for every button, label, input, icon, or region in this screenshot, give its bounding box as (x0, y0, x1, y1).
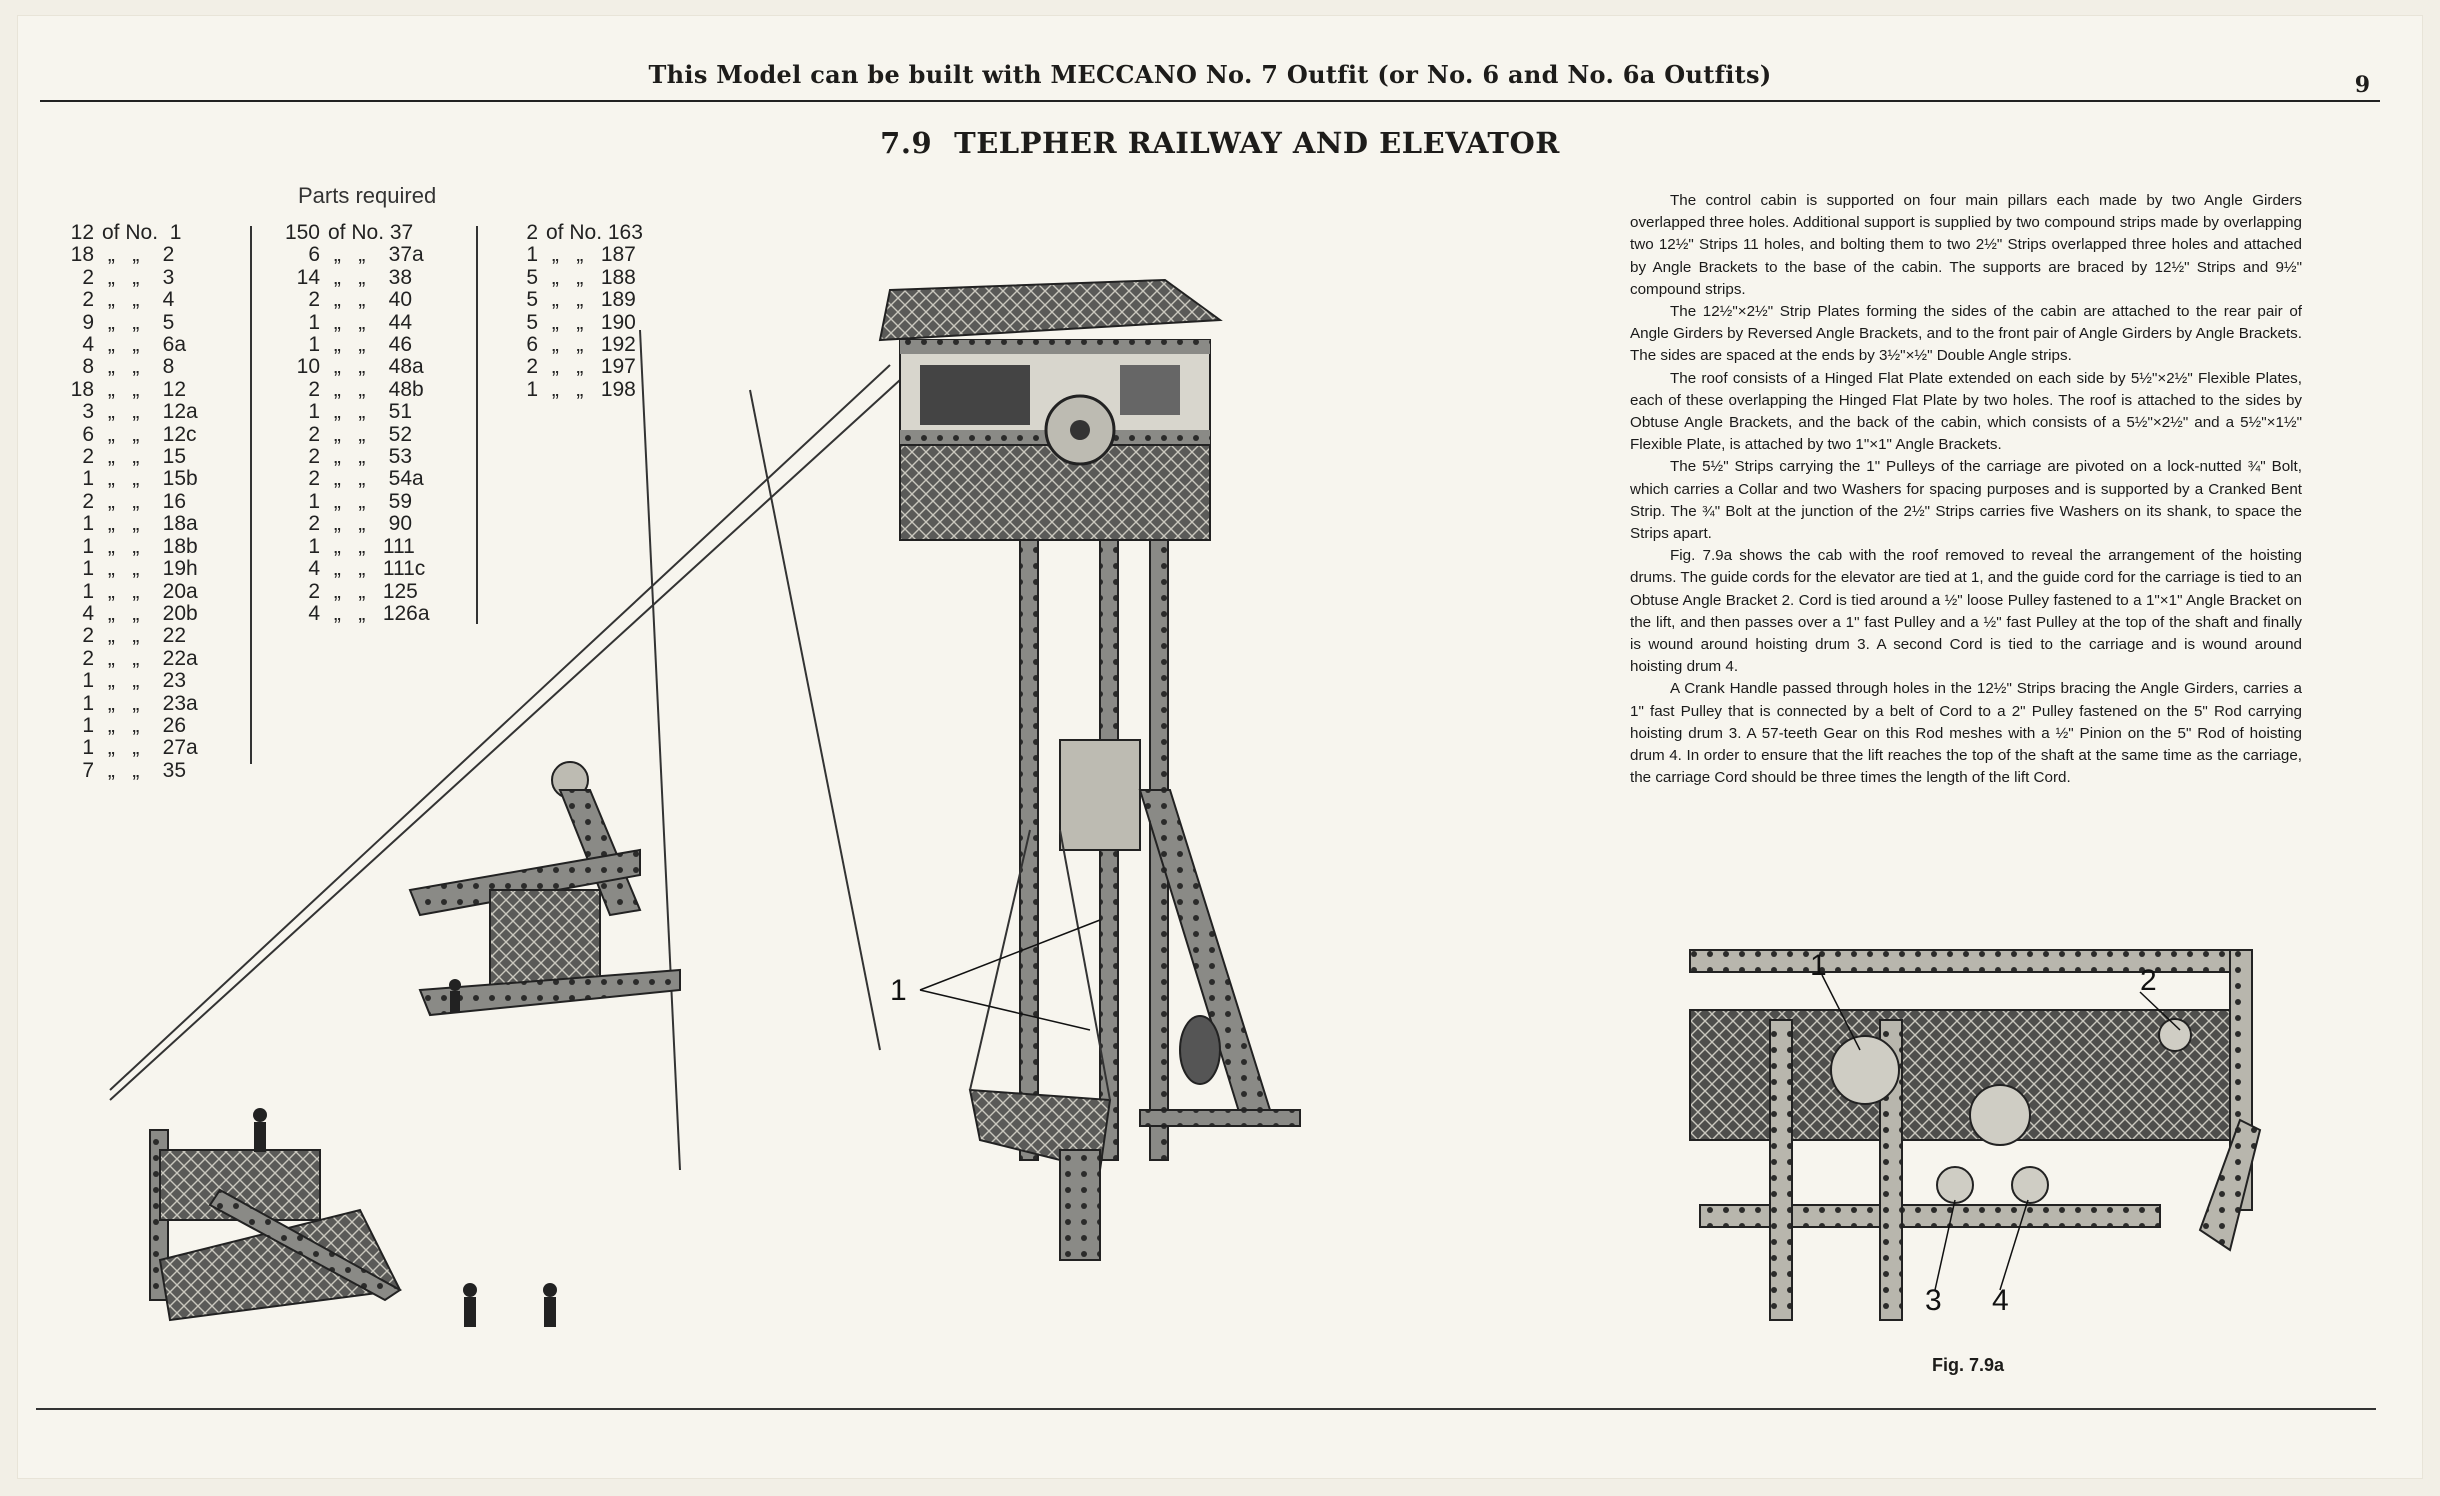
part-number: „ „ 197 (546, 355, 636, 379)
part-number: „ „ 23 (102, 669, 187, 693)
model-number: 7.9 (880, 126, 933, 160)
callout-label: 2 (2140, 964, 2157, 997)
part-quantity: 1 (82, 534, 94, 558)
page-header (40, 60, 2380, 102)
bottom-rule (36, 1408, 2376, 1410)
part-number: „ „ 111 (328, 534, 415, 558)
part-number: „ „ 2 (102, 243, 175, 267)
part-quantity: 2 (82, 265, 94, 289)
part-quantity: 5 (526, 288, 538, 312)
part-number: „ „ 15 (102, 445, 187, 469)
callout-label: 1 (890, 974, 907, 1007)
part-number: „ „ 19h (102, 557, 198, 581)
part-quantity: 1 (526, 243, 538, 267)
instruction-paragraph: The 12½"×2½" Strip Plates forming the sides of the cabin are attached to the rear pair of Angle Girders by Reversed Angle Brackets, and to the front pair of Angle Girders by Angle Brackets. The sides are spaced at the ends by 3½"×½" Double Angle strips. (1630, 303, 2302, 365)
part-quantity: 4 (308, 601, 320, 625)
part-quantity: 2 (308, 288, 320, 312)
part-quantity: 18 (70, 377, 94, 401)
part-number: „ „ 189 (546, 288, 636, 312)
part-number: „ „ 46 (328, 333, 413, 357)
part-quantity: 18 (70, 243, 94, 267)
callout-1 (920, 920, 1100, 1030)
part-quantity: 2 (308, 377, 320, 401)
part-quantity: 9 (82, 310, 94, 334)
part-quantity: 150 (284, 221, 320, 244)
cabin-roof (880, 280, 1220, 340)
part-number: „ „ 51 (328, 400, 413, 424)
part-quantity: 1 (82, 579, 94, 603)
part-quantity: 2 (82, 445, 94, 469)
instruction-paragraph: Fig. 7.9a shows the cab with the roof removed to reveal the arrangement of the hoisting drums. The guide cords for the elevator are tied at 1, and the guide cord for the carriage is tied to an Obtuse Angle Bracket 2. Cord is tied around a ½" loose Pulley fastened to a 1"×1" Angle Bracket on the lift, and then passes over a 1" fast Pulley and a ½" fast Pulley at the top of the shaft and finally is wound around hoisting drum 3. A second Cord is tied to the carriage and is wound around hoisting drum 4. (1630, 547, 2302, 676)
parts-row (518, 244, 666, 266)
parts-row (50, 222, 222, 244)
part-number: „ „ 187 (546, 243, 636, 267)
part-number: „ „ 22 (102, 624, 187, 648)
part-quantity: 2 (82, 288, 94, 312)
cables (110, 330, 900, 1170)
part-number: „ „ 37a (328, 243, 424, 267)
cabin-interior-illustration (1670, 930, 2310, 1350)
instruction-paragraph: A Crank Handle passed through holes in the 12½" Strips bracing the Angle Girders, carries a 1" fast Pulley that is connected by a belt of Cord to a 2" Pulley fastened on the 5" Rod carrying hoisting drum 3. A 57-teeth Gear on this Rod meshes with a ½" Pinion on the 5" Rod of hoisting drum 4. In order to ensure that the lift reaches the top of the shaft at the same time as the carriage, the carriage Cord should be three times the length of the lift Cord. (1630, 680, 2302, 787)
telpher-carriage (410, 762, 680, 1015)
part-number: „ „ 111c (328, 557, 426, 581)
part-quantity: 6 (82, 422, 94, 446)
part-number: „ „ 48b (328, 377, 424, 401)
elevator-tower (1020, 540, 1300, 1160)
callout-label: 4 (1992, 1284, 2009, 1317)
part-number: „ „ 26 (102, 713, 187, 737)
instruction-paragraph: The roof consists of a Hinged Flat Plate extended on each side by 5½"×2½" Flexible Plates, each of these overlapping the Hinged Flat Plate by two holes. The roof is attached to the sides by Obtuse Angle Brackets, and the back of the cabin, which consists of a 5½"×2½" and a 5½"×1½" Flexible Plate, is attached by two 1"×1" Angle Brackets. (1630, 369, 2302, 454)
part-number: „ „ 20b (102, 601, 198, 625)
part-number: „ „ 15b (102, 467, 198, 491)
part-quantity: 1 (308, 489, 320, 513)
part-quantity: 1 (82, 713, 94, 737)
part-quantity: 1 (308, 310, 320, 334)
part-number: of No. 163 (546, 221, 643, 244)
part-number: „ „ 8 (102, 355, 175, 379)
instruction-paragraph: The control cabin is supported on four main pillars each made by two Angle Girders overlapped three holes. Additional support is supplied by two compound strips made by overlapping two 12½" Strips 11 holes, and bolting them to two 2½" Strips overlapped three holes and attached by Angle Brackets to the base of the cabin. The supports are braced by 12½" Strips and 9½" compound strips. (1630, 192, 2302, 298)
part-number: „ „ 12 (102, 377, 187, 401)
part-quantity: 1 (82, 512, 94, 536)
part-quantity: 12 (70, 221, 94, 244)
part-number: „ „ 18b (102, 534, 198, 558)
part-quantity: 3 (82, 400, 94, 424)
parts-heading: Parts required (298, 183, 437, 208)
control-cabin (900, 340, 1210, 540)
part-number: „ „ 38 (328, 265, 413, 289)
part-quantity: 2 (308, 422, 320, 446)
part-number: „ „ 53 (328, 445, 413, 469)
part-number: „ „ 5 (102, 310, 175, 334)
callout-label: 3 (1925, 1284, 1942, 1317)
part-number: „ „ 44 (328, 310, 413, 334)
loading-station (150, 1130, 400, 1320)
part-quantity: 2 (82, 646, 94, 670)
part-quantity: 5 (526, 265, 538, 289)
part-quantity: 4 (308, 557, 320, 581)
part-quantity: 2 (526, 221, 538, 244)
part-number: „ „ 12a (102, 400, 198, 424)
part-number: „ „ 40 (328, 288, 413, 312)
part-quantity: 4 (82, 333, 94, 357)
part-quantity: 1 (308, 333, 320, 357)
part-quantity: 2 (308, 512, 320, 536)
part-quantity: 2 (82, 624, 94, 648)
part-number: „ „ 18a (102, 512, 198, 536)
part-quantity: 2 (308, 579, 320, 603)
part-number: „ „ 4 (102, 288, 175, 312)
part-quantity: 7 (82, 758, 94, 782)
part-quantity: 1 (308, 534, 320, 558)
instructions (1630, 190, 2302, 789)
figure-caption: Fig. 7.9a (1932, 1355, 2005, 1375)
part-number: „ „ 198 (546, 377, 636, 401)
part-quantity: 14 (296, 265, 320, 289)
part-number: „ „ 6a (102, 333, 187, 357)
parts-row (50, 244, 222, 266)
part-quantity: 4 (82, 601, 94, 625)
parts-row (282, 244, 448, 266)
part-number: of No. 37 (328, 221, 414, 244)
part-quantity: 2 (308, 467, 320, 491)
part-number: „ „ 52 (328, 422, 413, 446)
part-number: „ „ 192 (546, 333, 636, 357)
part-number: „ „ 54a (328, 467, 424, 491)
parts-row (282, 222, 448, 244)
part-quantity: 1 (82, 691, 94, 715)
part-number: „ „ 23a (102, 691, 198, 715)
part-quantity: 6 (526, 333, 538, 357)
part-number: „ „ 20a (102, 579, 198, 603)
part-quantity: 2 (82, 489, 94, 513)
part-number: „ „ 188 (546, 265, 636, 289)
part-number: „ „ 90 (328, 512, 413, 536)
parts-row (518, 222, 666, 244)
part-number: „ „ 22a (102, 646, 198, 670)
callout-label: 1 (1810, 949, 1827, 982)
part-quantity: 2 (526, 355, 538, 379)
part-number: „ „ 48a (328, 355, 424, 379)
telpher-railway-illustration (100, 270, 1400, 1380)
part-quantity: 1 (526, 377, 538, 401)
part-quantity: 6 (308, 243, 320, 267)
part-number: „ „ 59 (328, 489, 413, 513)
part-quantity: 5 (526, 310, 538, 334)
part-number: „ „ 3 (102, 265, 175, 289)
part-number: „ „ 12c (102, 422, 197, 446)
part-quantity: 1 (82, 467, 94, 491)
page-number: 9 (2354, 72, 2370, 98)
part-number: „ „ 126a (328, 601, 430, 625)
instruction-paragraph: The 5½" Strips carrying the 1" Pulleys of the carriage are pivoted on a lock-nutted ¾" Bolt, which carries a Collar and two Washers for spacing purposes and is supported by a Cranked Bent Strip. The ¾" Bolt at the junction of the 2½" Strips carries five Washers on its shank, to space the Strips apart. (1630, 458, 2302, 543)
part-quantity: 1 (308, 400, 320, 424)
part-number: „ „ 16 (102, 489, 187, 513)
part-quantity: 10 (296, 355, 320, 379)
part-number: „ „ 35 (102, 758, 187, 782)
part-quantity: 1 (82, 557, 94, 581)
part-number: „ „ 190 (546, 310, 636, 334)
model-name: TELPHER RAILWAY AND ELEVATOR (954, 126, 1560, 160)
part-quantity: 8 (82, 355, 94, 379)
elevator-cage (970, 830, 1110, 1260)
part-quantity: 2 (308, 445, 320, 469)
part-number: of No. 1 (102, 221, 182, 244)
part-number: „ „ 125 (328, 579, 418, 603)
part-quantity: 1 (82, 736, 94, 760)
model-title (0, 126, 2440, 160)
part-quantity: 1 (82, 669, 94, 693)
part-number: „ „ 27a (102, 736, 198, 760)
header-text: This Model can be built with MECCANO No. 7 Outfit (or No. 6 and No. 6a Outfits) (648, 60, 1772, 89)
